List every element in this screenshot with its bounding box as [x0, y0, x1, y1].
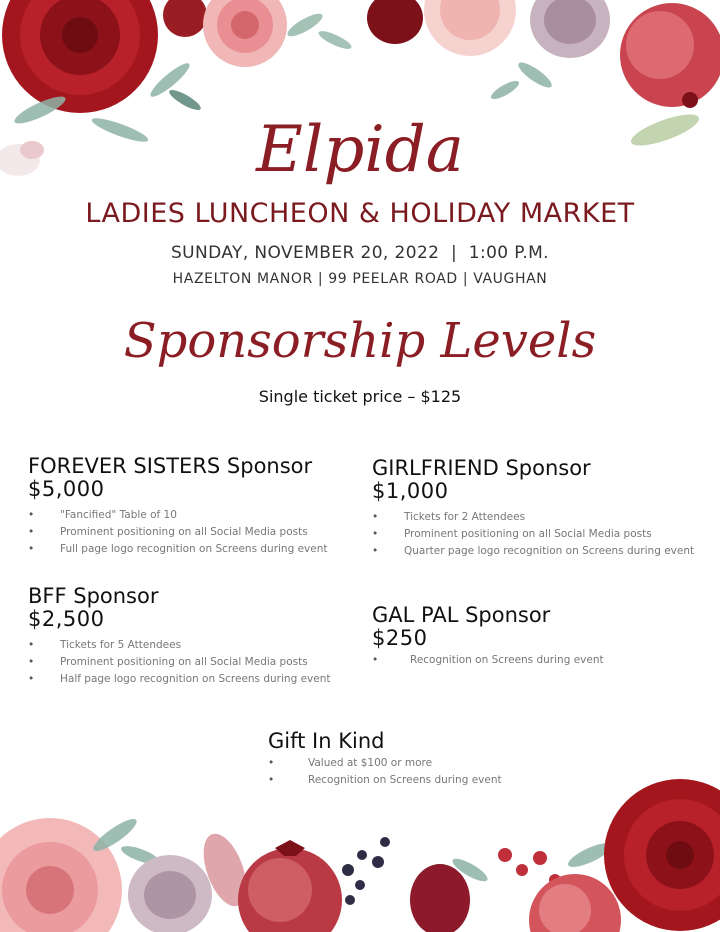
tier-benefit: • Half page logo recognition on Screens during event: [28, 671, 358, 688]
tier-title: BFF Sponsor: [28, 584, 159, 608]
tier-benefit: • Tickets for 2 Attendees: [372, 509, 712, 526]
red-dahlia-icon: [2, 0, 158, 113]
tier-girlfriend: [372, 457, 712, 560]
tier-benefit: • "Fancified" Table of 10: [28, 507, 358, 524]
bullet-icon: •: [372, 511, 379, 523]
pink-rose-icon: [203, 0, 287, 67]
red-berries-icon: [498, 848, 561, 886]
bullet-icon: •: [28, 509, 35, 521]
gift-benefit: • Valued at $100 or more: [268, 755, 568, 772]
tier-benefit: • Prominent positioning on all Social Media posts: [28, 524, 358, 541]
bullet-icon: •: [28, 656, 35, 668]
pinecone-icon: [128, 855, 212, 932]
pomegranate-icon: [620, 3, 720, 108]
bullet-icon: •: [28, 639, 35, 651]
tier-benefit: • Prominent positioning on all Social Media posts: [28, 654, 358, 671]
berry-icon: [163, 0, 207, 37]
tier-bff: [28, 585, 358, 688]
bullet-icon: •: [268, 774, 275, 786]
gift-in-kind-title: Gift In Kind: [268, 729, 385, 753]
event-script-title: Elpida: [256, 113, 464, 187]
tier-benefit: • Prominent positioning on all Social Media posts: [372, 526, 712, 543]
dark-berries-icon: [342, 837, 390, 905]
floral-bottom-border-illustration: [0, 760, 720, 932]
tier-price: $250: [372, 626, 428, 650]
tier-benefit: • Quarter page logo recognition on Screens during event: [372, 543, 712, 560]
burgundy-bud-icon: [367, 0, 423, 44]
pomegranate-right-icon: [529, 874, 621, 932]
pinecone-icon: [530, 0, 610, 58]
bullet-icon: •: [372, 528, 379, 540]
tier-price: $5,000: [28, 477, 105, 501]
bullet-icon: •: [372, 654, 379, 666]
pale-rose-icon: [424, 0, 516, 56]
bullet-icon: •: [268, 757, 275, 769]
bullet-icon: •: [28, 526, 35, 538]
leaves-center-icon: [285, 10, 354, 52]
tier-gal-pal: [372, 604, 712, 669]
ticket-price: Single ticket price – $125: [258, 387, 462, 406]
tier-benefit: • Full page logo recognition on Screens during event: [28, 541, 358, 558]
tier-title: FOREVER SISTERS Sponsor: [28, 454, 313, 478]
calla-lily-icon: [410, 864, 470, 932]
bullet-icon: •: [28, 673, 35, 685]
tier-title: GAL PAL Sponsor: [372, 603, 551, 627]
bullet-icon: •: [372, 545, 379, 557]
bullet-icon: •: [28, 543, 35, 555]
event-date-line: SUNDAY, NOVEMBER 20, 2022 | 1:00 P.M.: [170, 243, 549, 263]
sponsorship-script-heading: Sponsorship Levels: [123, 313, 597, 369]
event-title: LADIES LUNCHEON & HOLIDAY MARKET: [85, 198, 635, 229]
red-dahlia-icon: [604, 779, 720, 931]
tier-benefit: • Tickets for 5 Attendees: [28, 637, 358, 654]
tier-price: $1,000: [372, 479, 449, 503]
gift-benefit: • Recognition on Screens during event: [268, 772, 568, 789]
tier-title: GIRLFRIEND Sponsor: [372, 456, 591, 480]
tier-price: $2,500: [28, 607, 105, 631]
event-venue-line: HAZELTON MANOR | 99 PEELAR ROAD | VAUGHAN: [172, 271, 548, 287]
tier-benefit: • Recognition on Screens during event: [372, 652, 712, 669]
pomegranate-icon: [238, 840, 342, 932]
tier-forever-sisters: [28, 455, 358, 558]
